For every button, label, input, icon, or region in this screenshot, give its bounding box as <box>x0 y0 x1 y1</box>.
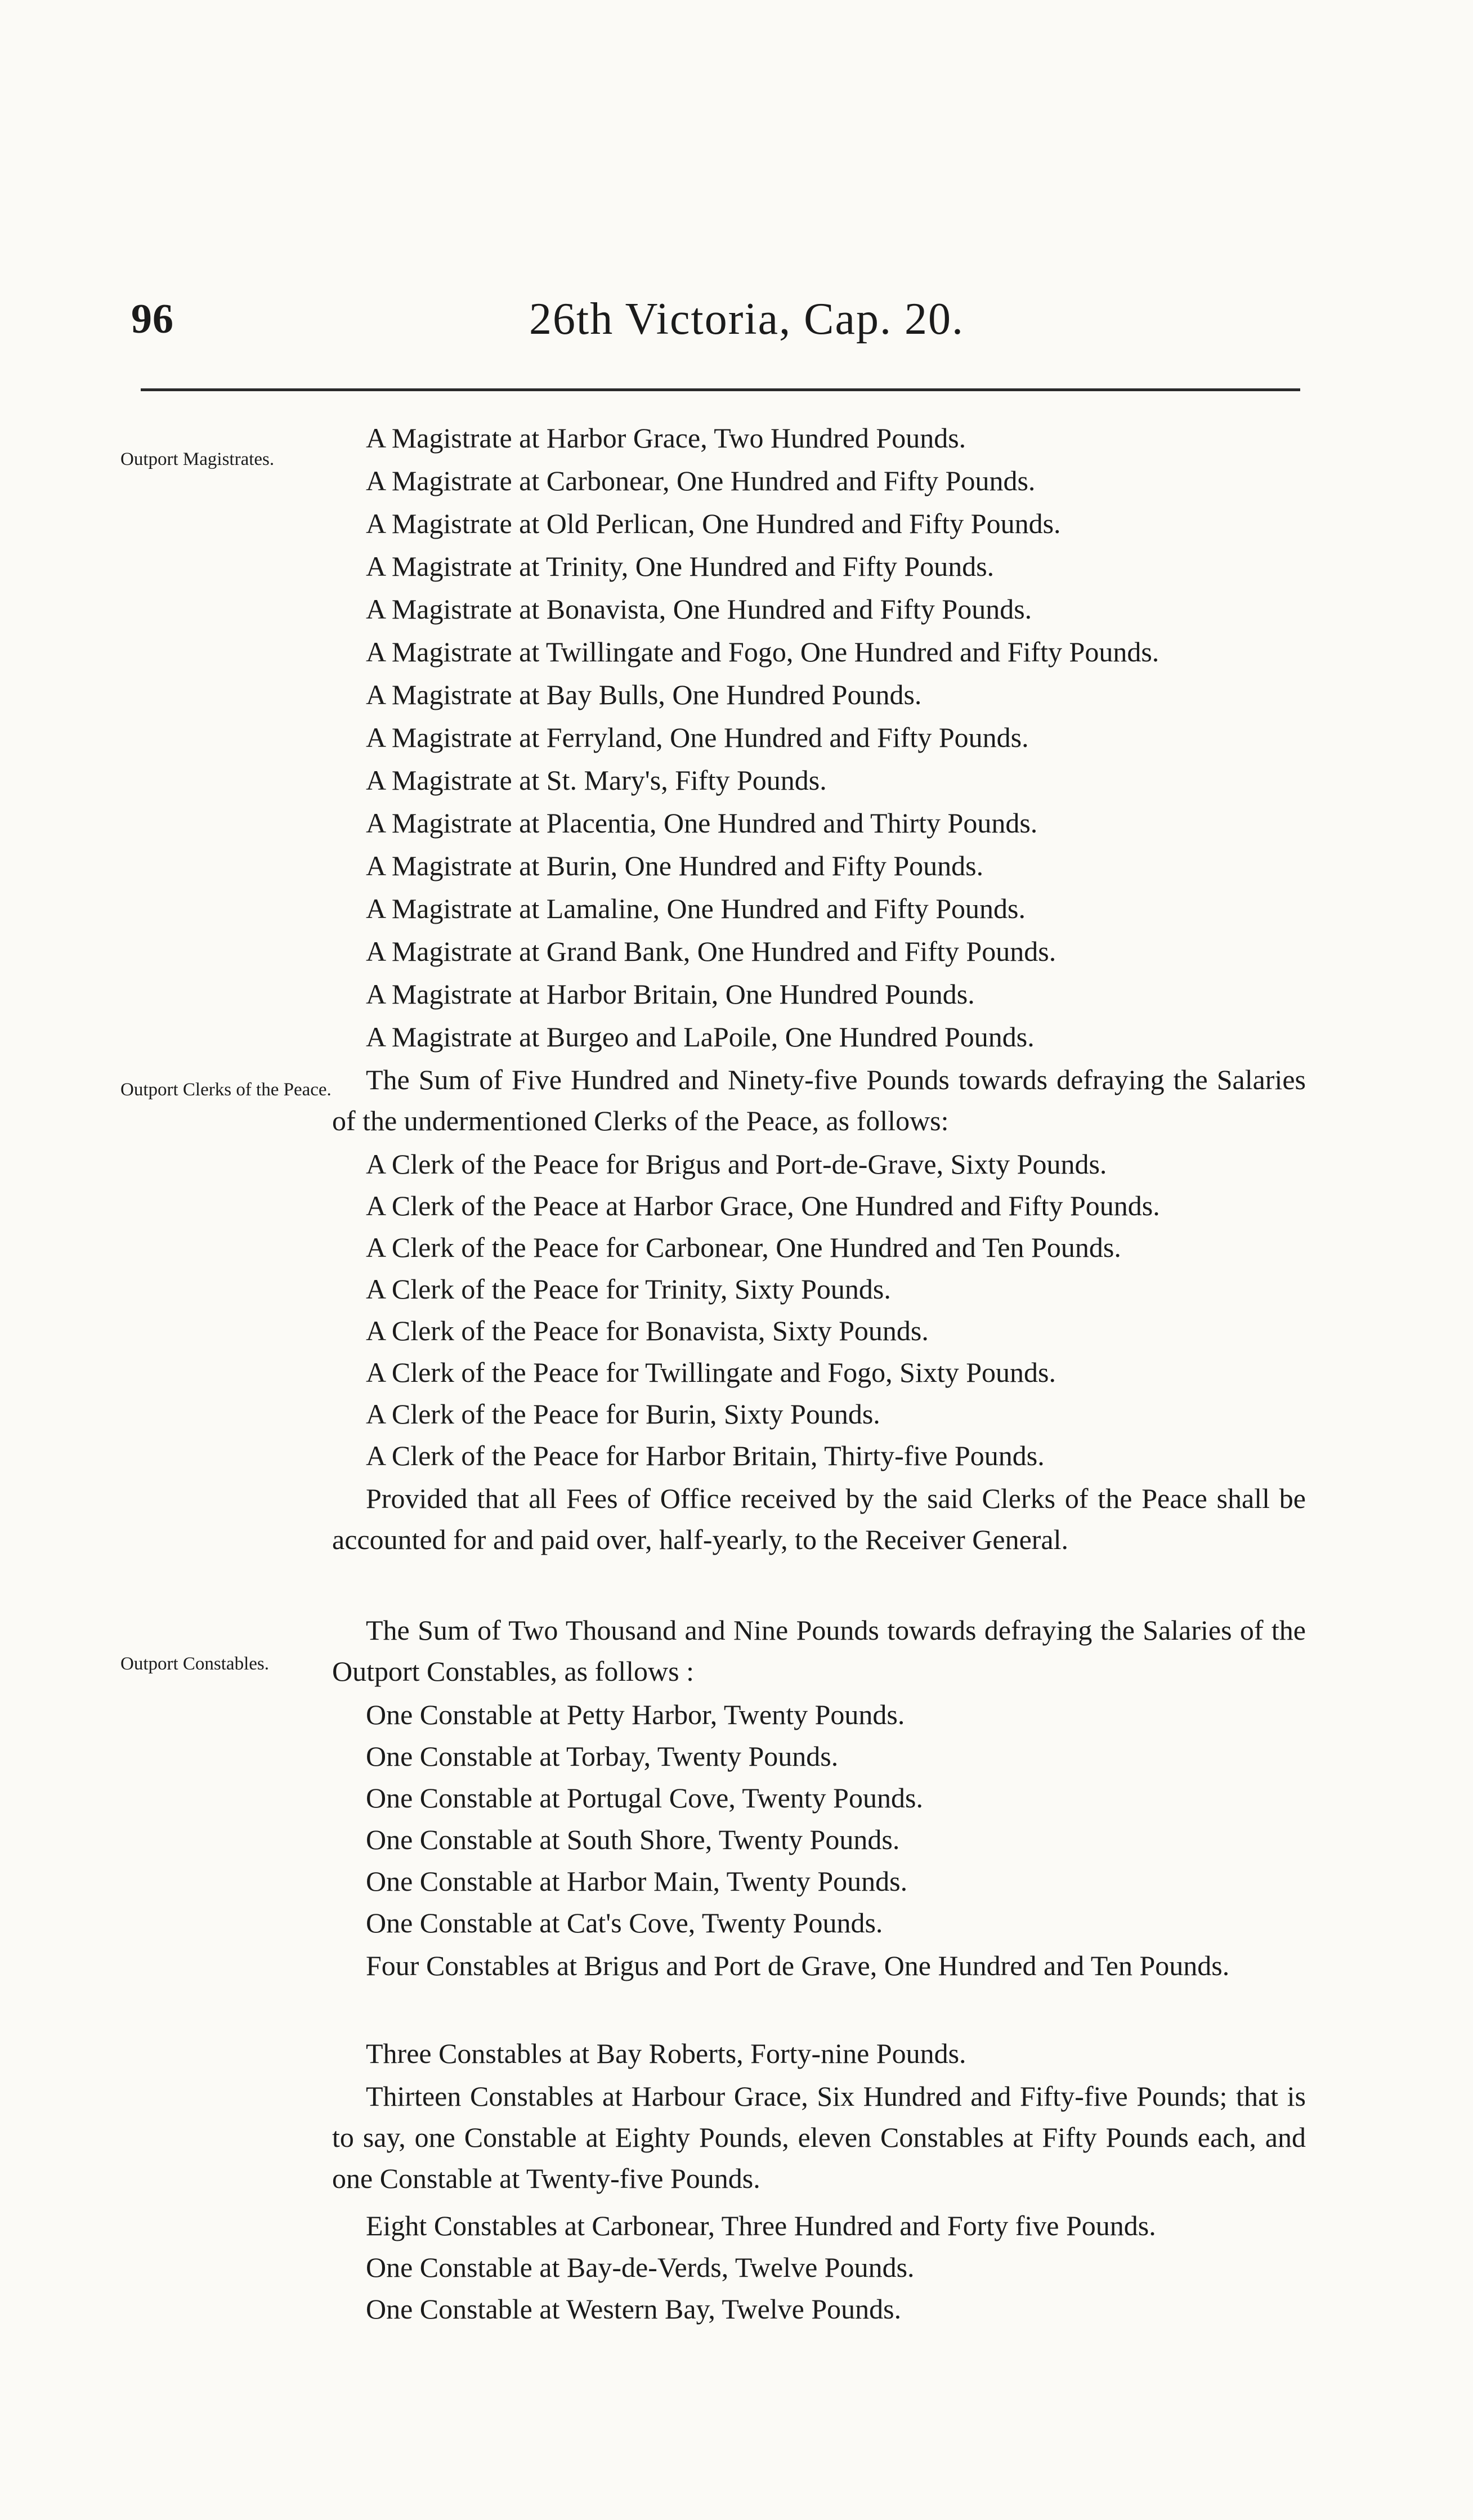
magistrate-line: A Magistrate at Grand Bank, One Hundred and Fifty Pounds. <box>366 936 1056 967</box>
clerk-line: A Clerk of the Peace at Harbor Grace, One Hundred and Fifty Pounds. <box>366 1190 1160 1221</box>
constable-line: One Constable at Torbay, Twenty Pounds. <box>366 1740 839 1772</box>
clerks-proviso-paragraph: Provided that all Fees of Office received by the said Clerks of the Peace shall be accounted for and paid over, half-yearly, to the Receiver General. <box>332 1483 1306 1555</box>
page-number: 96 <box>131 296 174 342</box>
magistrate-line: A Magistrate at St. Mary's, Fifty Pounds. <box>366 764 827 796</box>
magistrate-line: A Magistrate at Lamaline, One Hundred and Fifty Pounds. <box>366 893 1026 924</box>
magistrate-line: A Magistrate at Bonavista, One Hundred and Fifty Pounds. <box>366 593 1032 625</box>
clerk-line: A Clerk of the Peace for Bonavista, Sixty Pounds. <box>366 1315 929 1346</box>
constable-line: Three Constables at Bay Roberts, Forty-nine Pounds. <box>366 2038 966 2069</box>
magistrate-line: A Magistrate at Twillingate and Fogo, One Hundred and Fifty Pounds. <box>366 636 1159 668</box>
clerks-intro-paragraph: The Sum of Five Hundred and Ninety-five Pounds towards defraying the Salaries of the undermentioned Clerks of the Peace, as follows: <box>332 1064 1306 1136</box>
constables-harbour-grace-paragraph: Thirteen Constables at Harbour Grace, Six Hundred and Fifty-five Pounds; that is to say, one Constable at Eighty Pounds, eleven Constables at Fifty Pounds each, and one Constable at Twenty-five Pounds. <box>332 2080 1306 2194</box>
magistrate-line: A Magistrate at Burin, One Hundred and Fifty Pounds. <box>366 850 984 881</box>
constable-line: One Constable at Bay-de-Verds, Twelve Pounds. <box>366 2252 915 2283</box>
magistrate-line: A Magistrate at Placentia, One Hundred and Thirty Pounds. <box>366 807 1038 839</box>
clerk-line: A Clerk of the Peace for Harbor Britain, Thirty-five Pounds. <box>366 1440 1045 1471</box>
constable-line: One Constable at Petty Harbor, Twenty Pounds. <box>366 1699 905 1730</box>
constable-line: Eight Constables at Carbonear, Three Hundred and Forty five Pounds. <box>366 2210 1156 2241</box>
constable-line: One Constable at Cat's Cove, Twenty Pounds. <box>366 1907 883 1939</box>
header-rule <box>141 388 1300 391</box>
clerk-line: A Clerk of the Peace for Trinity, Sixty Pounds. <box>366 1273 891 1305</box>
magistrate-line: A Magistrate at Ferryland, One Hundred and Fifty Pounds. <box>366 722 1029 753</box>
margin-note-outport-clerks: Outport Clerks of the Peace. <box>120 1080 332 1100</box>
constable-line: One Constable at Western Bay, Twelve Pounds. <box>366 2293 902 2325</box>
constables-brigus-paragraph: Four Constables at Brigus and Port de Grave, One Hundred and Ten Pounds. <box>366 1950 1230 1981</box>
clerk-line: A Clerk of the Peace for Carbonear, One Hundred and Ten Pounds. <box>366 1232 1121 1263</box>
clerk-line: A Clerk of the Peace for Burin, Sixty Pounds. <box>366 1398 880 1430</box>
clerk-line: A Clerk of the Peace for Brigus and Port-de-Grave, Sixty Pounds. <box>366 1148 1107 1180</box>
constable-line: One Constable at Portugal Cove, Twenty Pounds. <box>366 1782 923 1814</box>
constables-intro-paragraph: The Sum of Two Thousand and Nine Pounds towards defraying the Salaries of the Outport Constables, as follows : <box>332 1614 1306 1687</box>
clerk-line: A Clerk of the Peace for Twillingate and Fogo, Sixty Pounds. <box>366 1357 1056 1388</box>
magistrate-line: A Magistrate at Old Perlican, One Hundred and Fifty Pounds. <box>366 508 1061 539</box>
magistrate-line: A Magistrate at Harbor Britain, One Hundred Pounds. <box>366 978 975 1010</box>
magistrate-line: A Magistrate at Trinity, One Hundred and Fifty Pounds. <box>366 550 995 582</box>
magistrate-line: A Magistrate at Bay Bulls, One Hundred Pounds. <box>366 679 922 710</box>
margin-note-outport-magistrates: Outport Magistrates. <box>120 449 275 469</box>
magistrate-line: A Magistrate at Carbonear, One Hundred and Fifty Pounds. <box>366 465 1036 496</box>
constable-line: One Constable at South Shore, Twenty Pounds. <box>366 1824 900 1855</box>
margin-note-outport-constables: Outport Constables. <box>120 1654 269 1674</box>
magistrate-line: A Magistrate at Burgeo and LaPoile, One Hundred Pounds. <box>366 1021 1035 1053</box>
magistrate-line: A Magistrate at Harbor Grace, Two Hundred Pounds. <box>366 422 966 454</box>
constable-line: One Constable at Harbor Main, Twenty Pounds. <box>366 1865 908 1897</box>
running-title: 26th Victoria, Cap. 20. <box>529 294 964 344</box>
